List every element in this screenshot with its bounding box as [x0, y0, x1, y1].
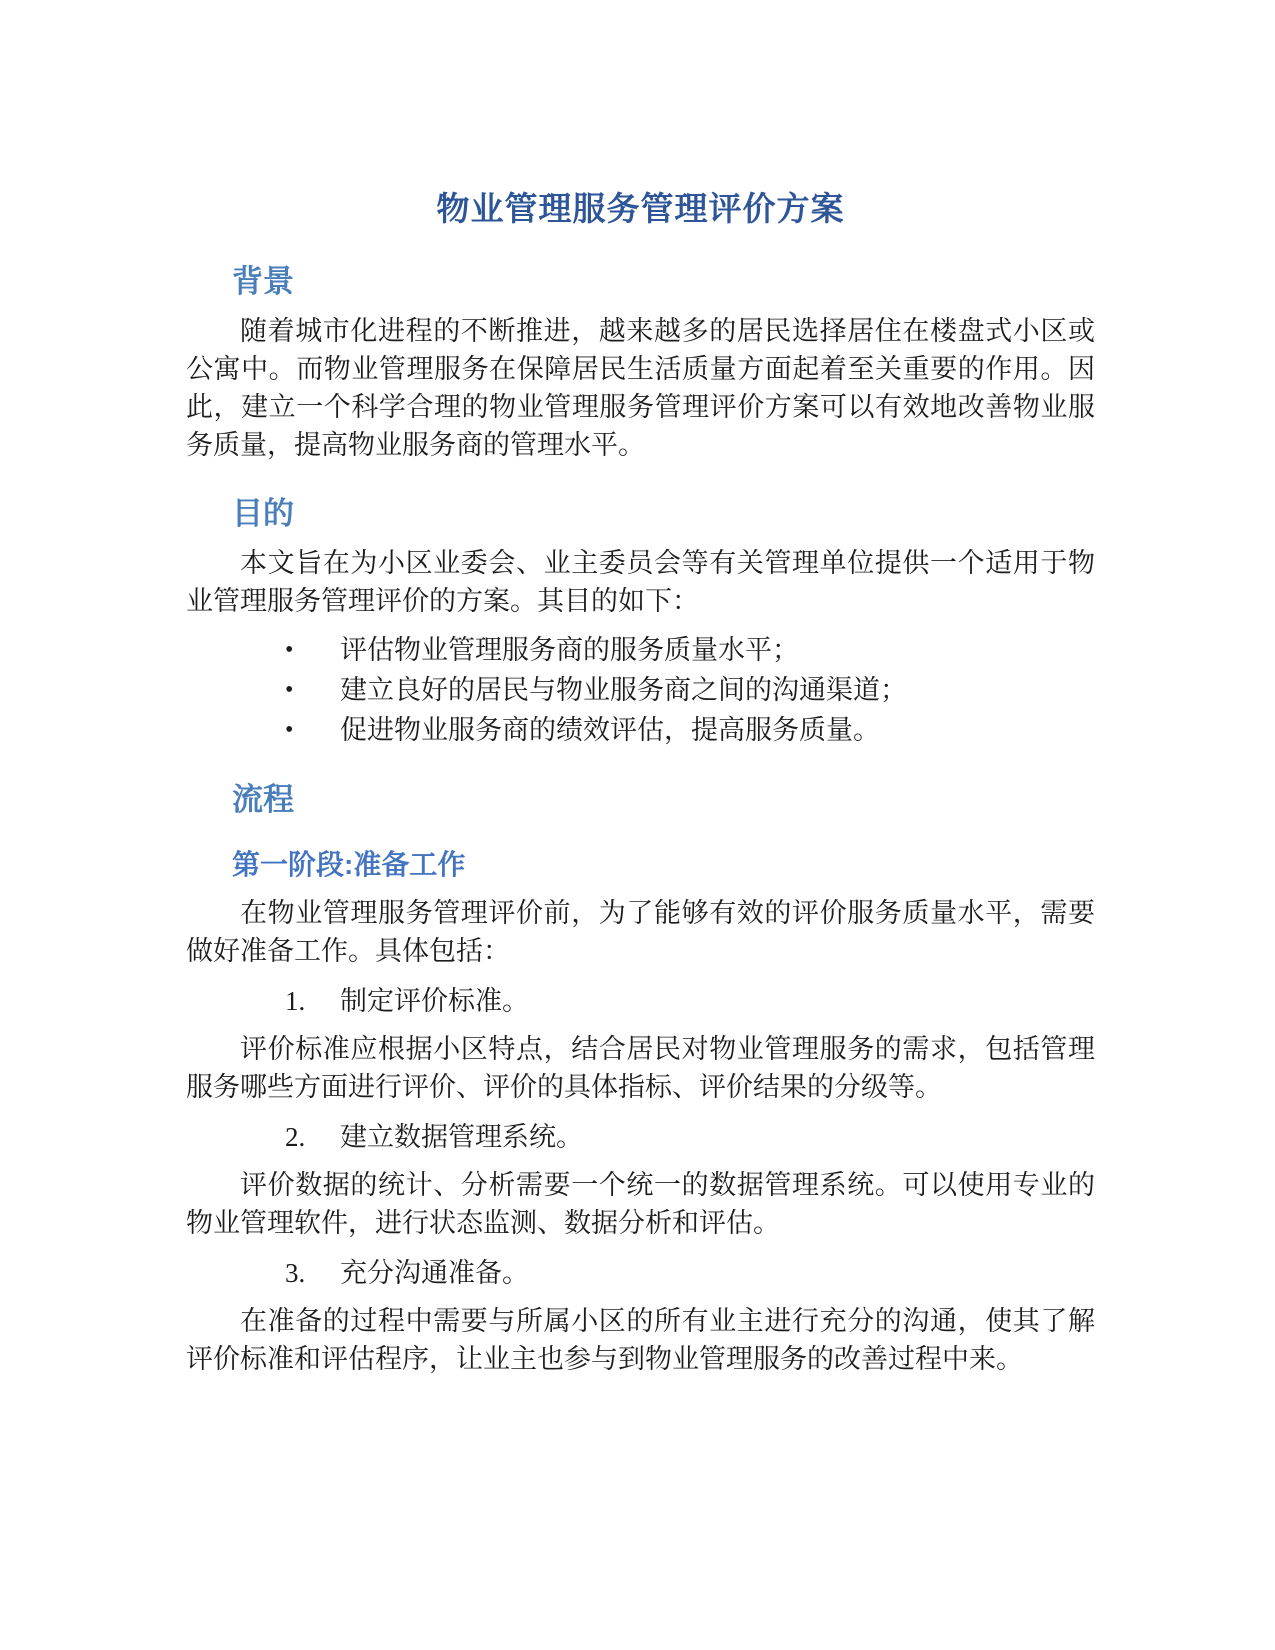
- bullet-item-text: 评估物业管理服务商的服务质量水平；: [340, 635, 799, 665]
- section-heading-process: 流程: [232, 782, 294, 817]
- document-title: 物业管理服务管理评价方案: [436, 190, 845, 227]
- numbered-step-3: [186, 1254, 1095, 1292]
- step-3-detail-paragraph: 在准备的过程中需要与所属小区的所有业主进行充分的沟通，使其了解评价标准和评估程序，让业主也参与到物业管理服务的改善过程中来。: [186, 1306, 1095, 1374]
- step-title: 制定评价标准。: [340, 986, 529, 1016]
- numbered-step-2: [186, 1118, 1095, 1156]
- section-heading-background: 背景: [232, 264, 294, 299]
- step-2-detail-paragraph: 评价数据的统计、分析需要一个统一的数据管理系统。可以使用专业的物业管理软件，进行状态监测、数据分析和评估。: [186, 1170, 1095, 1238]
- bullet-dot-icon: •: [285, 717, 294, 743]
- step-1-detail-paragraph: 评价标准应根据小区特点，结合居民对物业管理服务的需求，包括管理服务哪些方面进行评价、评价的具体指标、评价结果的分级等。: [186, 1034, 1095, 1102]
- section-heading-purpose: 目的: [232, 496, 294, 531]
- purpose-paragraph: 本文旨在为小区业委会、业主委员会等有关管理单位提供一个适用于物业管理服务管理评价的方案。其目的如下：: [186, 548, 1095, 616]
- bullet-dot-icon: •: [285, 677, 294, 703]
- bullet-item-text: 促进物业服务商的绩效评估，提高服务质量。: [340, 715, 880, 745]
- stage1-intro-paragraph: 在物业管理服务管理评价前，为了能够有效的评价服务质量水平，需要做好准备工作。具体包括：: [186, 898, 1095, 966]
- bullet-item-text: 建立良好的居民与物业服务商之间的沟通渠道；: [340, 675, 907, 705]
- background-paragraph: 随着城市化进程的不断推进，越来越多的居民选择居住在楼盘式小区或公寓中。而物业管理服务在保障居民生活质量方面起着至关重要的作用。因此，建立一个科学合理的物业管理服务管理评价方案可以有效地改善物业服务质量，提高物业服务商的管理水平。: [186, 316, 1095, 460]
- step-title: 建立数据管理系统。: [340, 1122, 583, 1152]
- purpose-bullet-list: [186, 630, 1095, 750]
- step-title: 充分沟通准备。: [340, 1258, 529, 1288]
- bullet-item: [186, 630, 1095, 670]
- bullet-item: [186, 670, 1095, 710]
- step-number: 1.: [285, 986, 306, 1016]
- step-number: 3.: [285, 1258, 306, 1288]
- bullet-item: [186, 710, 1095, 750]
- numbered-step-1: [186, 982, 1095, 1020]
- stage1-heading: 第一阶段:准备工作: [232, 849, 466, 880]
- step-number: 2.: [285, 1122, 306, 1152]
- bullet-dot-icon: •: [285, 637, 294, 663]
